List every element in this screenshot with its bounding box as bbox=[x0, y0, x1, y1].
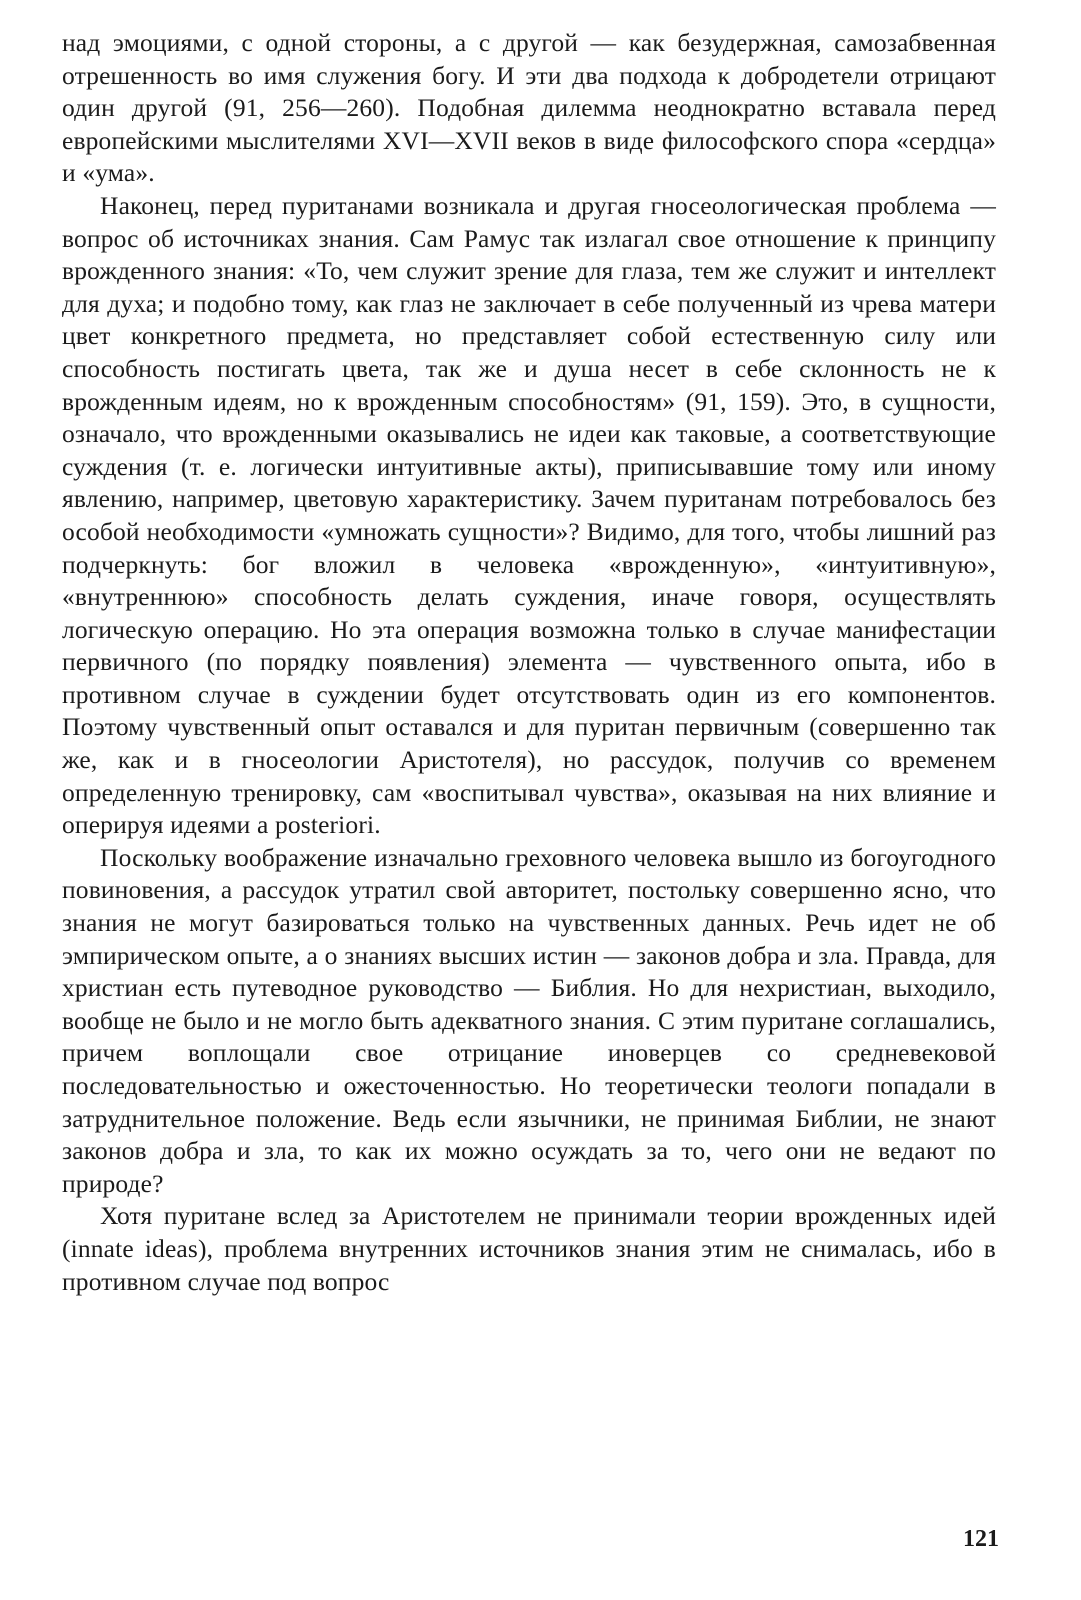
paragraph-ramus-knowledge: Наконец, перед пуританами возникала и другая гносеологическая проблема — вопрос об источниках знания. Сам Рамус так излагал свое отношение к принципу врожденного знания: «То, чем служит зрение для глаза, тем же служит и интеллект для духа; и подобно тому, как глаз не заключает в себе полученный из чрева матери цвет конкретного предмета, но представляет собой естественную силу или способность постигать цвета, так же и душа несет в себе склонность не к врожденным идеям, но к врожденным способностям» (91, 159). Это, в сущности, означало, что врожденными оказывались не идеи как таковые, а соответствующие суждения (т. е. логически интуитивные акты), приписывавшие тому или иному явлению, например, цветовую характеристику. Зачем пуританам потребовалось без особой необходимости «умножать сущности»? Видимо, для того, чтобы лишний раз подчеркнуть: бог вложил в человека «врожденную», «интуитивную», «внутреннюю» способность делать суждения, иначе говоря, осуществлять логическую операцию. Но эта операция возможна только в случае манифестации первичного (по порядку появления) элемента — чувственного опыта, ибо в противном случае в суждении будет отсутствовать один из его компонентов. Поэтому чувственный опыт оставался и для пуритан первичным (совершенно так же, как и в гносеологии Аристотеля), но рассудок, получив со временем определенную тренировку, сам «воспитывал чувства», оказывая на них влияние и оперируя идеями a posteriori. bbox=[62, 190, 996, 840]
page-number: 121 bbox=[963, 1526, 999, 1552]
page-body bbox=[62, 27, 996, 1298]
paragraph-innate-ideas: Хотя пуритане вслед за Аристотелем не принимали теории врожденных идей (innate ideas), проблема внутренних источников знания этим не снималась, ибо в противном случае под вопрос bbox=[62, 1201, 996, 1296]
paragraph-continuation: над эмоциями, с одной стороны, а с другой — как безудержная, самозабвенная отрешенность во имя служения богу. И эти два подхода к добродетели отрицают один другой (91, 256—260). Подобная дилемма неоднократно вставала перед европейскими мыслителями XVI—XVII веков в виде философского спора «сердца» и «ума». bbox=[62, 28, 996, 188]
paragraph-sinful-imagination: Поскольку воображение изначально греховного человека вышло из богоугодного повиновения, а рассудок утратил свой авторитет, постольку совершенно ясно, что знания не могут базироваться только на чувственных данных. Речь идет не об эмпирическом опыте, а о знаниях высших истин — законов добра и зла. Правда, для христиан есть путеводное руководство — Библия. Но для нехристиан, выходило, вообще не было и не могло быть адекватного знания. С этим пуритане соглашались, причем воплощали свое отрицание иноверцев со средневековой последовательностью и ожесточенностью. Но теоретически теологи попадали в затруднительное положение. Ведь если язычники, не принимая Библии, не знают законов добра и зла, то как их можно осуждать за то, чего они не ведают по природе? bbox=[62, 842, 996, 1198]
